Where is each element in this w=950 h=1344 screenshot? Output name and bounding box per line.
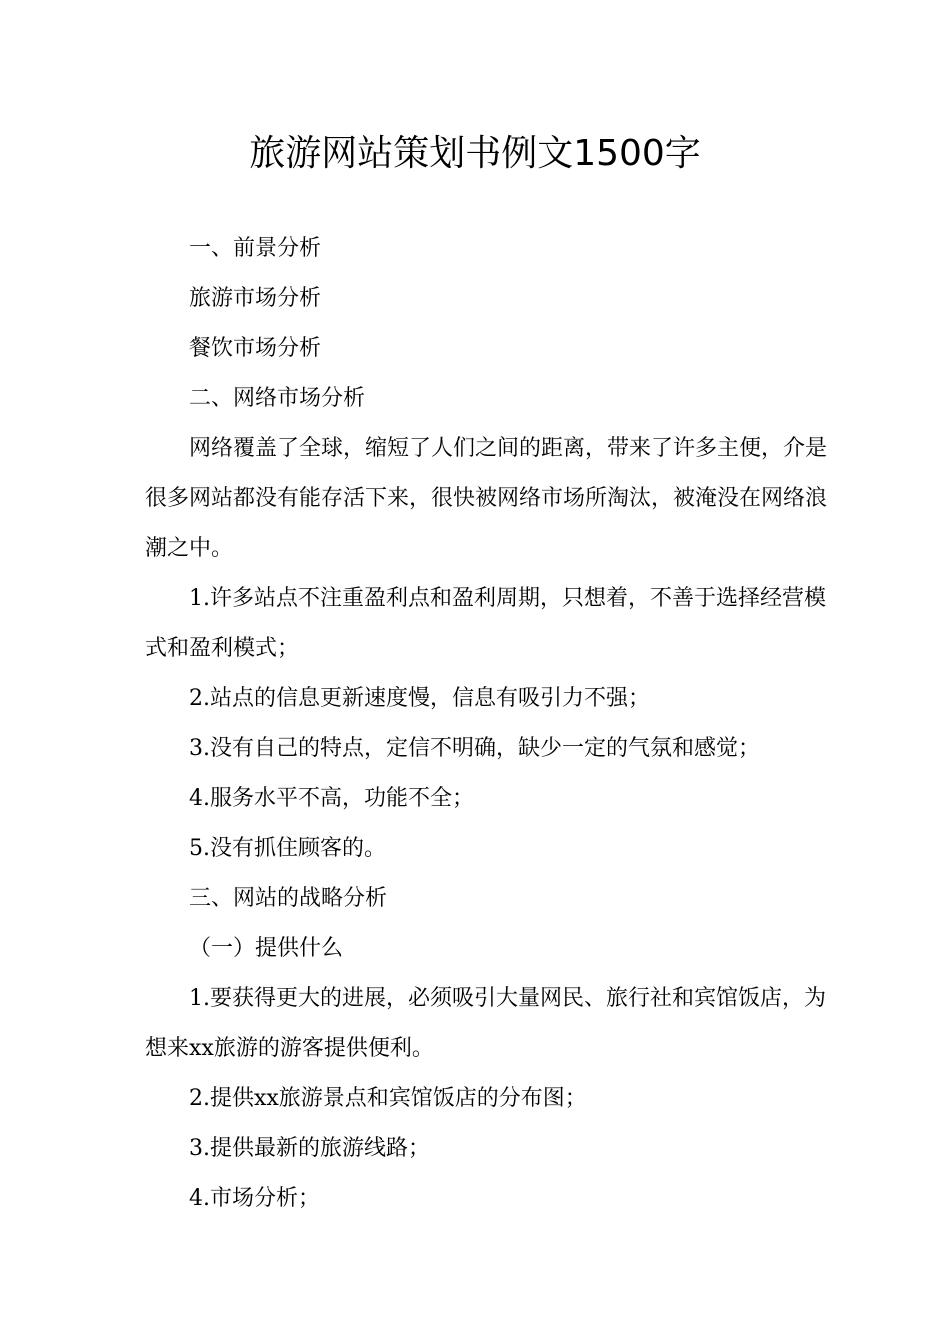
heading-network-market: 二、网络市场分析	[189, 386, 366, 411]
provide-item-1: 1.要获得更大的进展，必须吸引大量网民、旅行社和宾馆饭店，为想来xx旅游的游客提供便利。	[145, 986, 826, 1061]
list-item-5: 5.没有抓住顾客的。	[189, 836, 386, 861]
item-catering-market: 餐饮市场分析	[189, 336, 322, 361]
provide-item-3: 3.提供最新的旅游线路；	[189, 1136, 430, 1161]
item-tourism-market: 旅游市场分析	[189, 286, 322, 311]
subheading-what-to-provide: （一）提供什么	[189, 936, 344, 961]
provide-item-4: 4.市场分析；	[189, 1186, 320, 1211]
document-body	[145, 224, 835, 1224]
list-item-3: 3.没有自己的特点，定信不明确，缺少一定的气氛和感觉；	[189, 736, 760, 761]
list-item-2: 2.站点的信息更新速度慢，信息有吸引力不强；	[189, 686, 650, 711]
paragraph-network-overview: 网络覆盖了全球，缩短了人们之间的距离，带来了许多主便，介是很多网站都没有能存活下来，很快被网络市场所淘汰，被淹没在网络浪潮之中。	[145, 436, 828, 561]
heading-strategy-analysis: 三、网站的战略分析	[189, 886, 388, 911]
list-item-4: 4.服务水平不高，功能不全；	[189, 786, 474, 811]
list-item-1: 1.许多站点不注重盈利点和盈利周期，只想着，不善于选择经营模式和盈利模式；	[145, 586, 826, 661]
document-title: 旅游网站策划书例文1500字	[249, 133, 701, 174]
heading-foreground-analysis: 一、前景分析	[189, 236, 322, 261]
provide-item-2: 2.提供xx旅游景点和宾馆饭店的分布图；	[189, 1086, 587, 1111]
